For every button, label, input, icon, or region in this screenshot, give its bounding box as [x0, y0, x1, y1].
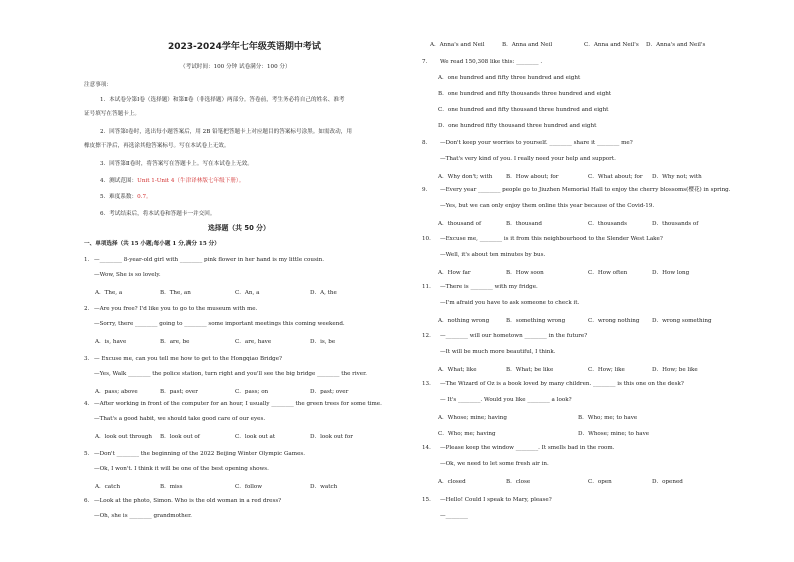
answer-option: B．thousand [506, 221, 542, 227]
question-line: —________ [440, 513, 468, 519]
answer-option: B．How soon [506, 270, 544, 276]
answer-option: D．Whose; mine; to have [578, 431, 650, 437]
question-number: 2． [84, 306, 94, 312]
question-number: 12． [422, 333, 435, 339]
answer-option: A．catch [95, 484, 121, 490]
answer-option: B．miss [160, 484, 183, 490]
question-number: 11． [422, 284, 435, 290]
note-5 [100, 194, 152, 201]
answer-option: D．look out for [310, 434, 353, 440]
answer-option: C．one hundred and fifty thousand three hundred and eight [438, 107, 609, 113]
answer-option: C．Anna and Neil's [584, 42, 639, 48]
question-number: 6． [84, 498, 94, 504]
answer-option: B．How about; for [506, 174, 559, 180]
answer-option: C．How; like [588, 367, 625, 373]
question-line: —Don't keep your worries to yourself. ________ share it ________ me? [440, 140, 633, 146]
question-line: —Well, it's about ten minutes by bus. [440, 252, 546, 258]
answer-option: B．past; over [160, 389, 198, 395]
answer-option: A．pass; above [95, 389, 138, 395]
question-number: 7． [422, 59, 432, 65]
note-6: 6．考试结束后，将本试卷和答题卡一并交回。 [100, 211, 216, 217]
answer-option: D．thousands of [652, 221, 699, 227]
question-line: —Every year ________ people go to Jiuzhen Memorial Hall to enjoy the cherry blossoms(樱花) in spring. [440, 187, 731, 193]
answer-option: A．thousand of [438, 221, 482, 227]
question-number: 3． [84, 356, 94, 362]
answer-option: B．are, be [160, 339, 190, 345]
note-4-prefix: 4．测试范围： [100, 178, 138, 184]
question-line: We read 150,308 like this: ________ . [440, 59, 543, 65]
answer-option: B．Anna and Neil [502, 42, 553, 48]
question-line: —Hello! Could I speak to Mary, please? [440, 497, 552, 503]
question-line: —Yes, Walk ________ the police station, turn right and you'll see the big bridge ________ the river. [94, 371, 367, 377]
question-line: —Ok, I won't. I think it will be one of the best opening shows. [94, 466, 269, 472]
answer-option: C．What about; for [588, 174, 643, 180]
answer-option: C．An, a [235, 290, 260, 296]
question-number: 8． [422, 140, 432, 146]
answer-option: D．A, the [310, 290, 337, 296]
part-title: 一、单项选择（共 15 小题;每小题 1 分,满分 15 分） [84, 241, 220, 247]
note-3: 3．回答第Ⅱ卷时，将答案写在答题卡上。写在本试卷上无效。 [100, 161, 253, 167]
answer-option: A．is, have [95, 339, 127, 345]
question-line: —Yes, but we can only enjoy them online this year because of the Covid-19. [440, 203, 655, 209]
question-line: —Are you free? I'd like you to go to the museum with me. [94, 306, 258, 312]
answer-option: A．Whose; mine; having [438, 415, 507, 421]
answer-option: C．thousands [588, 221, 627, 227]
question-line: —________ will our hometown ________ in the future? [440, 333, 588, 339]
answer-option: D．past; over [310, 389, 349, 395]
question-line: —There is ________ with my fridge. [440, 284, 538, 290]
answer-option: A．one hundred and fifty three hundred and eight [438, 75, 581, 81]
answer-option: A．Why don't; with [438, 174, 493, 180]
answer-option: C．open [588, 479, 612, 485]
section-title: 选择题（共 50 分） [208, 224, 270, 232]
question-number: 14． [422, 445, 435, 451]
question-number: 10． [422, 236, 435, 242]
answer-option: B．close [506, 479, 531, 485]
note-4-range: Unit 1-Unit 4（牛津译林版七年级下册）。 [137, 178, 245, 184]
question-number: 9． [422, 187, 432, 193]
note-5-value: 0.7。 [137, 194, 152, 200]
answer-option: B．one hundred and fifty thousands three hundred and eight [438, 91, 612, 97]
answer-option: D．Anna's and Neil's [646, 42, 706, 48]
question-number: 13． [422, 381, 435, 387]
right-column [418, 0, 758, 562]
answer-option: D．Why not; with [652, 174, 702, 180]
question-line: — Excuse me, can you tell me how to get to the Hongqiao Bridge? [94, 356, 283, 362]
answer-option: D．wrong something [652, 318, 712, 324]
answer-option: A．What; like [438, 367, 477, 373]
note-2a: 2．回答第Ⅰ卷时，选出每小题答案后，用 2B 铅笔把答题卡上对应题目的答案标号涂黑。如需改动，用 [100, 129, 352, 135]
answer-option: A．closed [438, 479, 466, 485]
question-line: —Ok, we need to let some fresh air in. [440, 461, 549, 467]
question-line: —Don't ________ the beginning of the 2022 Beijing Winter Olympic Games. [94, 451, 306, 457]
question-line: —Look at the photo, Simon. Who is the old woman in a red dress? [94, 498, 282, 504]
note-2b: 橡皮擦干净后，再选涂其他答案标号。写在本试卷上无效。 [84, 143, 230, 149]
question-line: —That's very kind of you. I really need your help and support. [440, 156, 616, 162]
answer-option: B．The, an [160, 290, 191, 296]
notes-heading: 注意事项： [84, 82, 112, 88]
answer-option: C．look out at [235, 434, 276, 440]
answer-option: A．How far [438, 270, 471, 276]
question-line: — It's ________. Would you like ________ a look? [440, 397, 572, 403]
answer-option: D．is, be [310, 339, 336, 345]
answer-option: A．The, a [95, 290, 123, 296]
answer-option: A．Anna's and Neil [430, 42, 485, 48]
question-line: —Excuse me, ________ is it from this neighbourhood to the Slender West Lake? [440, 236, 663, 242]
question-line: —After working in front of the computer for an hour, I usually ________ the green trees for some time. [94, 401, 382, 407]
answer-option: D．How; be like [652, 367, 698, 373]
exam-info: （考试时间：100 分钟 试卷满分：100 分） [180, 64, 291, 70]
note-4 [100, 178, 244, 185]
question-line: —________ 8-year-old girl with ________ pink flower in her hand is my little cousin. [94, 257, 325, 263]
question-line: —That's a good habit, we should take good care of our eyes. [94, 416, 266, 422]
question-number: 15． [422, 497, 435, 503]
answer-option: B．look out of [160, 434, 200, 440]
question-line: —Sorry, there ________ going to ________ some important meetings this coming weekend. [94, 321, 345, 327]
left-column [80, 0, 392, 562]
question-line: —I'm afraid you have to ask someone to check it. [440, 300, 580, 306]
question-number: 4． [84, 401, 94, 407]
answer-option: A．look out through [95, 434, 153, 440]
answer-option: C．follow [235, 484, 263, 490]
question-line: —Please keep the window ________. It smells bad in the room. [440, 445, 615, 451]
note-5-prefix: 5．难度系数： [100, 194, 138, 200]
answer-option: D．opened [652, 479, 683, 485]
answer-option: B．What; be like [506, 367, 554, 373]
question-line: —It will be much more beautiful, I think. [440, 349, 556, 355]
question-line: —The Wizard of Oz is a book loved by many children. ________ is this one on the desk? [440, 381, 684, 387]
answer-option: C．are, have [235, 339, 272, 345]
question-number: 1． [84, 257, 94, 263]
question-line: —Wow, She is so lovely. [94, 272, 161, 278]
answer-option: B．something wrong [506, 318, 566, 324]
answer-option: D．How long [652, 270, 690, 276]
exam-title: 2023-2024学年七年级英语期中考试 [168, 42, 321, 52]
question-number: 5． [84, 451, 94, 457]
answer-option: B．Who; me; to have [578, 415, 638, 421]
answer-option: C．wrong nothing [588, 318, 640, 324]
answer-option: C．pass; on [235, 389, 269, 395]
answer-option: C．How often [588, 270, 628, 276]
answer-option: A．nothing wrong [438, 318, 490, 324]
answer-option: C．Who; me; having [438, 431, 496, 437]
note-1b: 证号填写在答题卡上。 [84, 111, 140, 117]
answer-option: D．one hundred fifty thousand three hundred and eight [438, 123, 597, 129]
question-line: —Oh, she is ________ grandmother. [94, 513, 192, 519]
answer-option: D．watch [310, 484, 338, 490]
note-1a: 1．本试卷分第Ⅰ卷（选择题）和第Ⅱ卷（非选择题）两部分。答卷前，考生务必将自己的姓名、准考 [100, 97, 345, 103]
